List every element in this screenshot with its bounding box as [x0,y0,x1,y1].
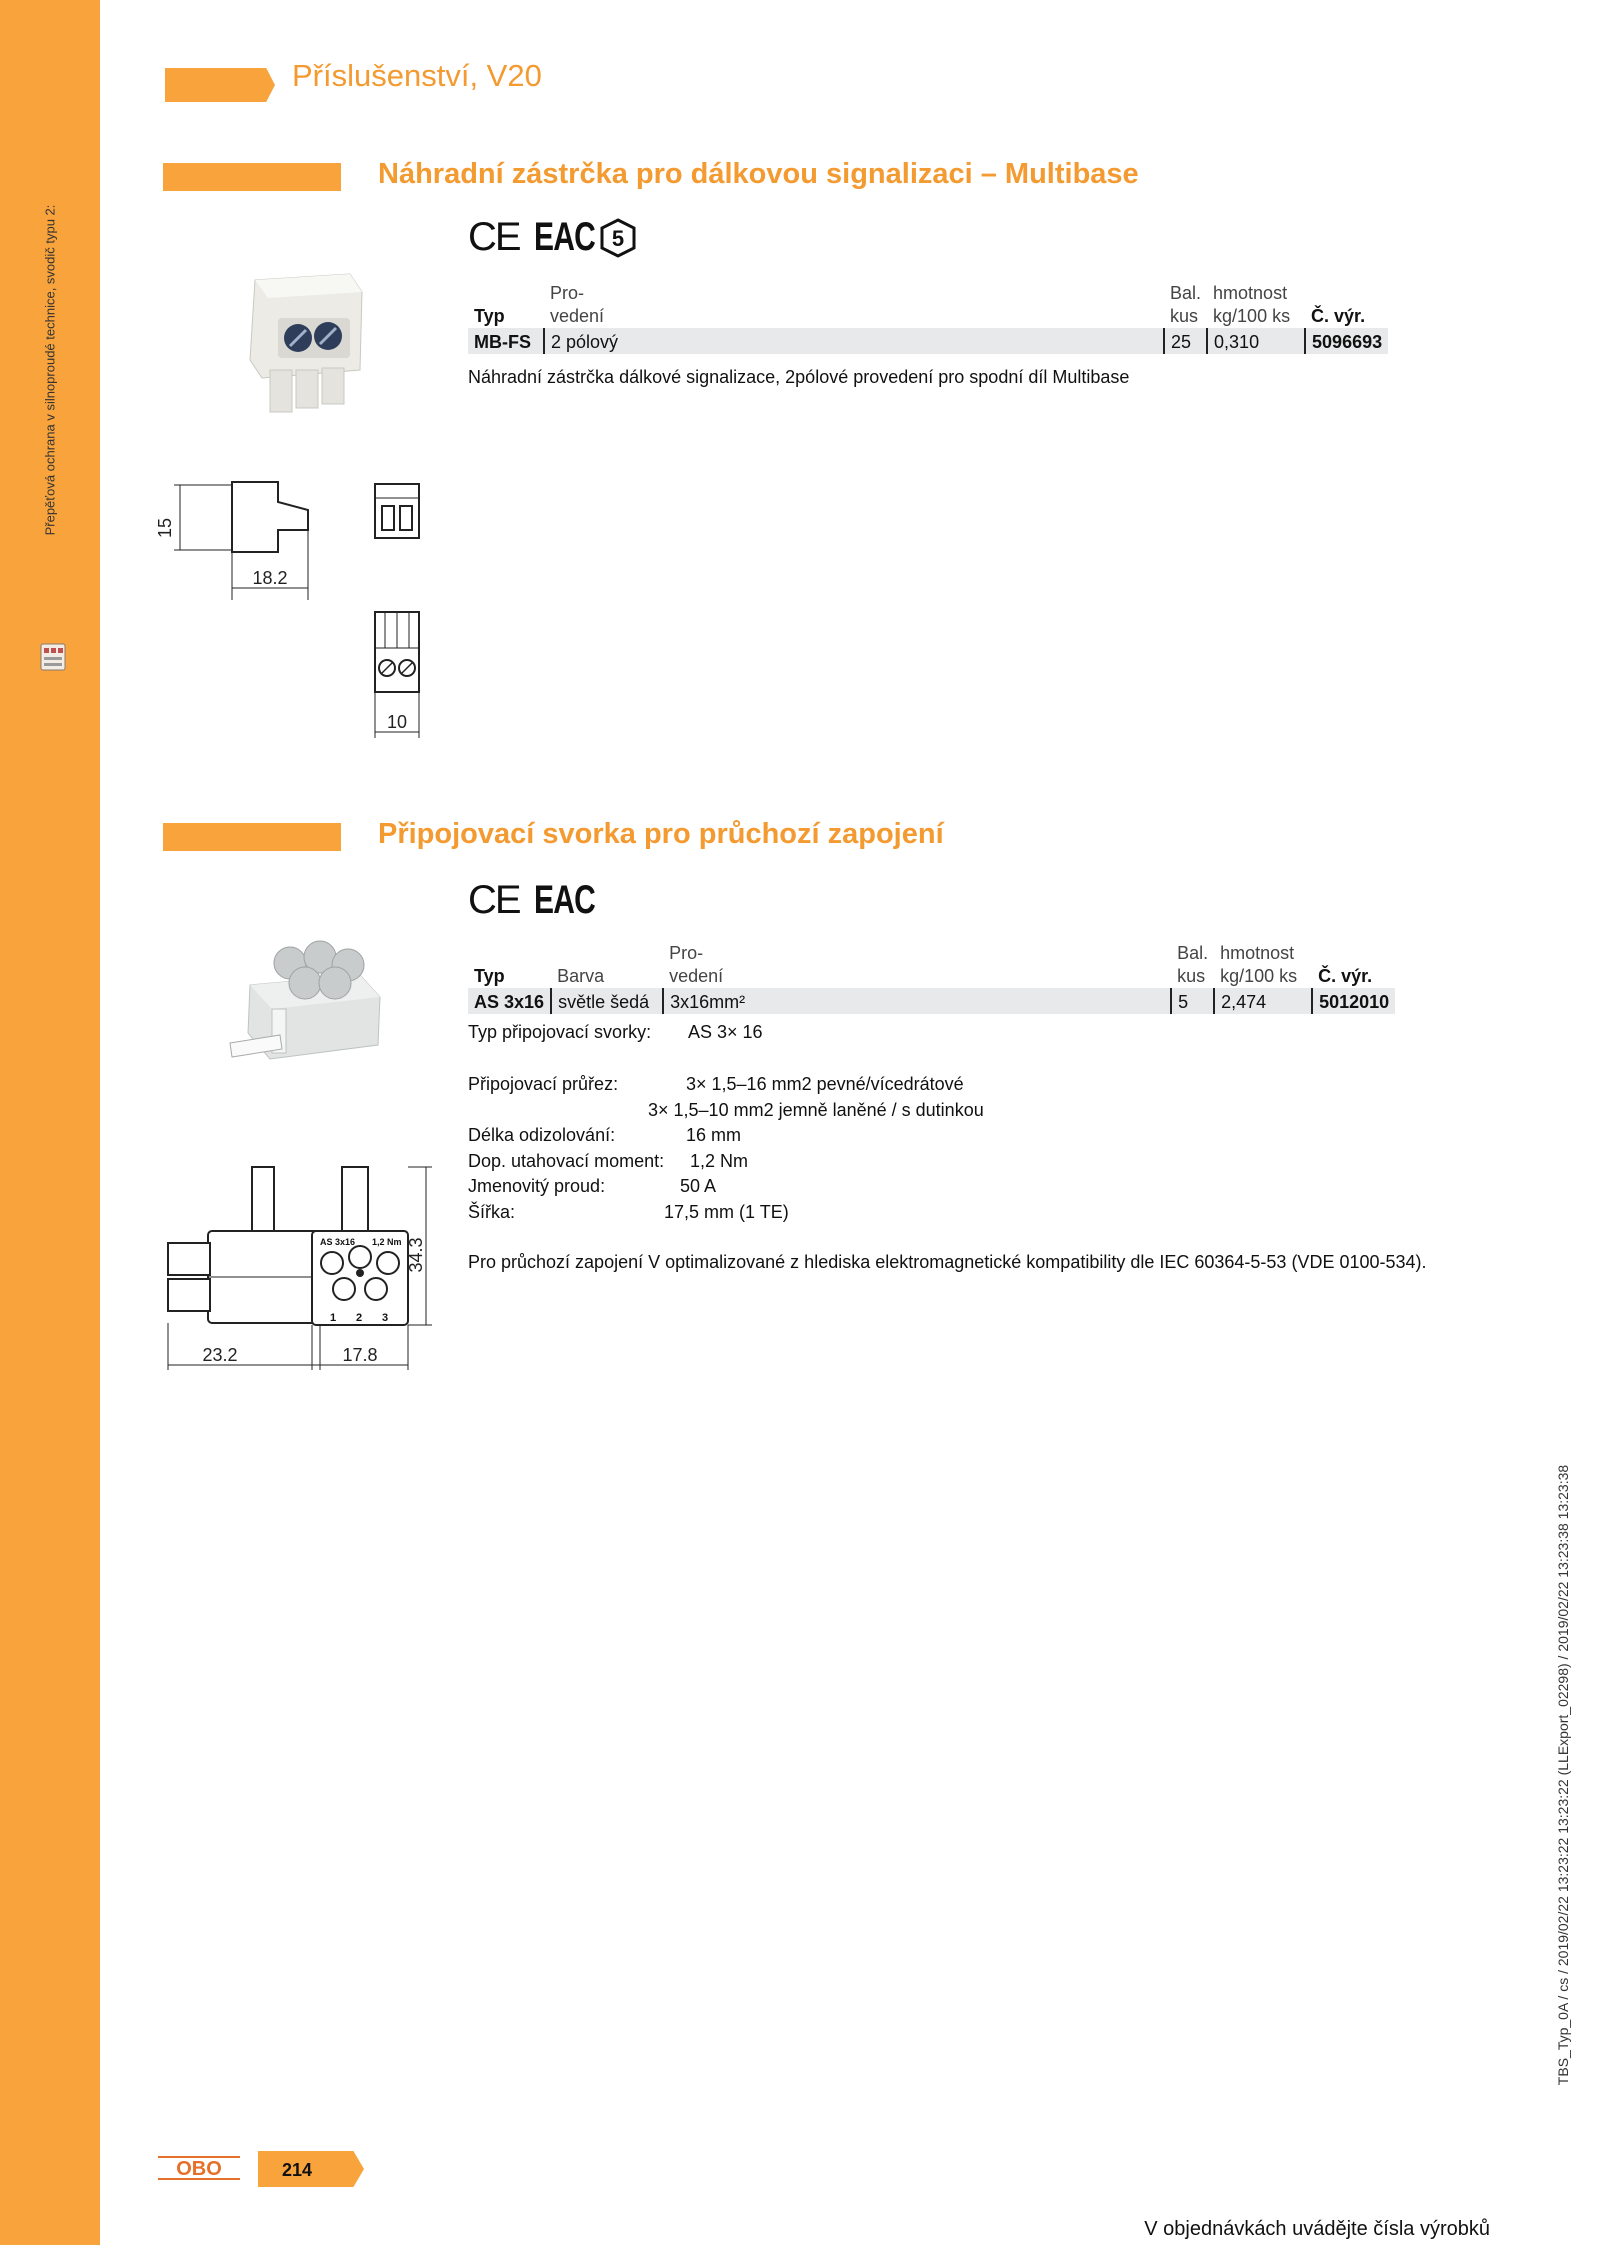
dim-depth-label: 23.2 [202,1345,238,1365]
mb-fs-top-drawing [370,608,440,738]
col-bal: kus [1177,966,1206,986]
section1-title: Náhradní zástrčka pro dálkovou signalizaci – Multibase [378,158,1139,190]
spec-value: 3× 1,5–16 mm2 pevné/vícedrátové [686,1074,964,1094]
header-tab-marker [165,68,275,102]
col-typ-top [468,942,551,965]
section1-bar [163,163,341,191]
col-provedeni-top: Pro- [550,283,585,303]
spec-label: Šířka: [468,1201,516,1222]
section1-certification-marks [468,215,638,260]
col-hmotnost: kg/100 ks [1220,966,1298,986]
mb-fs-side-drawing [155,470,330,600]
drawing-terminal-1: 1 [330,1312,337,1324]
col-hmotnost-top: hmotnost [1213,283,1288,303]
cell-provedeni: 2 pólový [544,328,1164,354]
col-barva: Barva [557,966,605,986]
section2-bar [163,823,341,851]
cell-typ: MB-FS [468,328,544,354]
col-barva-top [551,942,663,965]
sidebar-caption-text: Přepěťová ochrana v silnoproudé technice, svodič typu 2: [42,204,58,536]
drawing-terminal-3: 3 [382,1312,389,1324]
col-provedeni: vedení [669,966,724,986]
spec-value: 17,5 mm (1 TE) [664,1201,789,1222]
product-category-icon [38,640,68,674]
cell-typ: AS 3x16 [468,988,551,1014]
cell-cvyr: 5012010 [1312,988,1395,1014]
as-3x16-product-image [220,925,390,1075]
col-cvyr-top [1312,942,1395,965]
ce-mark-icon: CE [468,878,520,922]
as-3x16-dimension-drawing [160,1165,640,1370]
spec-label: Připojovací průřez: [468,1074,619,1094]
dim-height-label: 34.3 [406,1237,426,1273]
col-cvyr-top [1305,282,1388,305]
cell-cvyr: 5096693 [1305,328,1388,354]
obo-logo-text: OBO [176,2158,222,2180]
terminal-type-value: AS 3× 16 [688,1022,763,1042]
col-provedeni: vedení [550,306,605,326]
ce-mark-icon: CE [468,215,520,259]
table-header-top [468,282,1388,305]
drawing-terminal-2: 2 [356,1312,363,1324]
col-typ-top [468,282,544,305]
cell-hmotnost: 2,474 [1214,988,1312,1014]
mb-fs-product-image [240,270,370,420]
drawing-model-text: AS 3x16 [320,1237,356,1247]
col-bal: kus [1170,306,1199,326]
section2-certification-marks [468,878,595,923]
spec-label: Délka odizolování: [468,1125,616,1145]
col-provedeni-top: Pro- [669,943,704,963]
footer-note: V objednávkách uvádějte čísla výrobků [1144,2218,1490,2240]
table-header-top [468,942,1395,965]
col-typ: Typ [474,966,505,986]
section2-description: Pro průchozí zapojení V optimalizované z hlediska elektromagnetické kompatibility dle IEC 60364-5-53 (VDE 0100-534). [468,1252,1427,1272]
col-cvyr: Č. výr. [1318,966,1373,986]
section2-title: Připojovací svorka pro průchozí zapojení [378,818,944,850]
page-number: 214 [282,2160,313,2180]
table-header-bottom [468,305,1388,328]
dim-length-label: 18.2 [252,568,288,588]
table-header-bottom [468,965,1395,988]
section1-spec-table [468,282,1388,354]
cell-hmotnost: 0,310 [1207,328,1305,354]
col-hmotnost: kg/100 ks [1213,306,1291,326]
table-row [468,988,1395,1014]
terminal-type-label: Typ připojovací svorky: [468,1022,652,1042]
cell-barva: světle šedá [551,988,663,1014]
spec-label: Jmenovitý proud: [468,1176,606,1196]
col-typ: Typ [474,306,505,326]
dim-width-label: 17.8 [342,1345,378,1365]
spec-label: Dop. utahovací moment: [468,1150,665,1171]
mb-fs-front-drawing [370,470,440,550]
spec-value: 3× 1,5–10 mm2 jemně laněné / s dutinkou [648,1099,984,1120]
col-bal-top: Bal. [1177,943,1209,963]
vds-class-badge-icon [598,218,638,258]
cell-bal: 25 [1164,328,1207,354]
section2-spec-table [468,942,1395,1014]
cell-bal: 5 [1171,988,1214,1014]
page-title: Příslušenství, V20 [292,58,542,93]
spec-value: 50 A [680,1176,717,1196]
spec-value: 1,2 Nm [690,1150,749,1171]
cell-provedeni: 3x16mm² [663,988,1171,1014]
eac-mark-icon: EAC [533,215,595,259]
table-row [468,328,1388,354]
spec-value: 16 mm [686,1125,742,1145]
col-bal-top: Bal. [1170,283,1202,303]
col-cvyr: Č. výr. [1311,306,1366,326]
section1-description: Náhradní zástrčka dálkové signalizace, 2pólové provedení pro spodní díl Multibase [468,367,1130,387]
vds-class-number: 5 [611,225,624,251]
col-hmotnost-top: hmotnost [1220,943,1295,963]
obo-logo [158,2155,240,2181]
dim-width-label: 10 [386,712,408,732]
export-metadata-text: TBS_Typ_0A / cs / 2019/02/22 13:23:22 13:23:22 (LLExport_02298) / 2019/02/22 13:23:38 13:23:38 [1555,1464,1571,2086]
drawing-torque-text: 1,2 Nm [372,1237,402,1247]
eac-mark-icon: EAC [533,878,595,922]
dim-height-label: 15 [155,517,175,539]
